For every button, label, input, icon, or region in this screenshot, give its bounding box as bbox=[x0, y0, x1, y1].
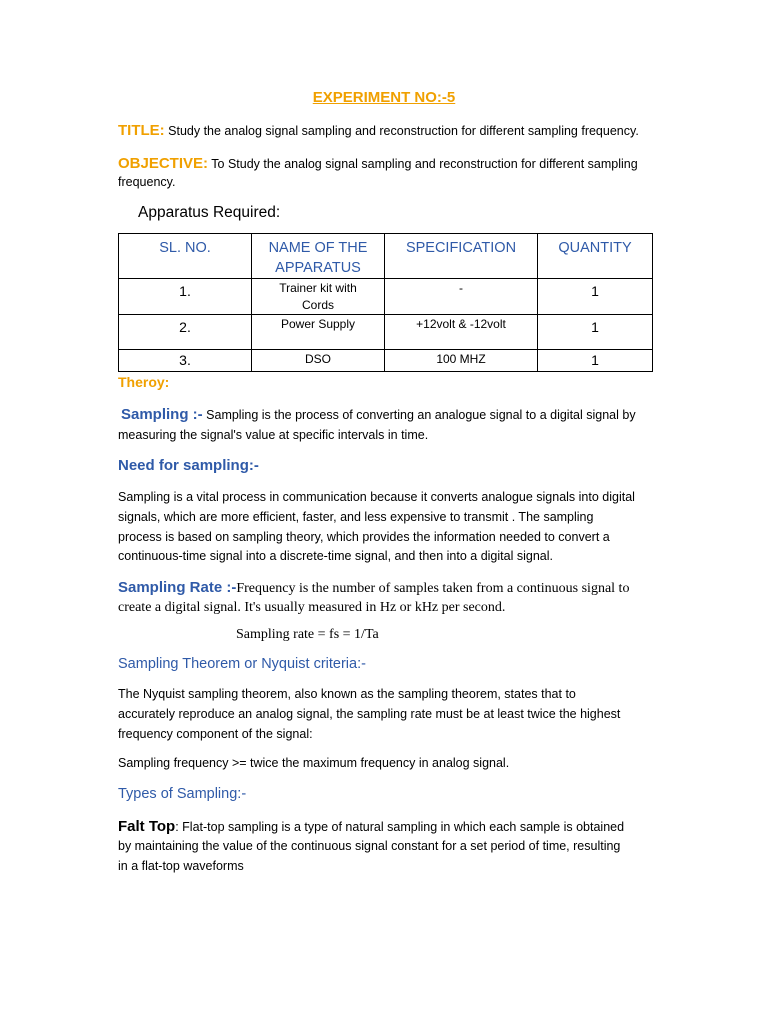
table-row bbox=[119, 350, 653, 372]
rate-line-2: create a digital signal. It's usually measured in Hz or kHz per second. bbox=[118, 600, 506, 615]
theorem-statement: Sampling frequency >= twice the maximum frequency in analog signal. bbox=[118, 756, 510, 770]
header-sl-no: SL. NO. bbox=[119, 234, 252, 279]
flat-top-line-1 bbox=[118, 818, 624, 835]
objective-line-1 bbox=[118, 155, 638, 172]
rate-line-1 bbox=[118, 579, 629, 597]
table-row bbox=[119, 315, 653, 350]
flat-top-line-2: by maintaining the value of the continuous signal constant for a set period of time, resulting bbox=[118, 839, 621, 853]
title-line bbox=[118, 122, 639, 139]
row-3-spec: 100 MHZ bbox=[385, 350, 538, 372]
experiment-title: EXPERIMENT NO:-5 bbox=[312, 89, 456, 106]
row-1-qty: 1 bbox=[538, 279, 653, 315]
row-1-sl: 1. bbox=[119, 279, 252, 315]
title-text: Study the analog signal sampling and reconstruction for different sampling frequency. bbox=[168, 124, 639, 138]
theory-label: Theroy: bbox=[118, 374, 170, 390]
objective-line-2: frequency. bbox=[118, 175, 176, 189]
header-name: NAME OF THE APPARATUS bbox=[252, 234, 385, 279]
row-2-qty: 1 bbox=[538, 315, 653, 350]
row-3-name: DSO bbox=[252, 350, 385, 372]
header-quantity: QUANTITY bbox=[538, 234, 653, 279]
title-label: TITLE: bbox=[118, 122, 165, 139]
row-3-sl: 3. bbox=[119, 350, 252, 372]
need-line-3: process is based on sampling theory, which provides the information needed to convert a bbox=[118, 530, 610, 544]
sampling-line-1 bbox=[121, 406, 636, 423]
types-heading: Types of Sampling:- bbox=[118, 786, 247, 802]
table-row bbox=[119, 279, 653, 315]
sampling-line-2: measuring the signal's value at specific intervals in time. bbox=[118, 428, 429, 442]
apparatus-table bbox=[118, 233, 653, 372]
theorem-line-3: frequency component of the signal: bbox=[118, 727, 313, 741]
header-specification: SPECIFICATION bbox=[385, 234, 538, 279]
flat-top-text-1: : Flat-top sampling is a type of natural sampling in which each sample is obtained bbox=[175, 820, 625, 834]
flat-top-label: Falt Top bbox=[118, 818, 176, 835]
sampling-label: Sampling :- bbox=[121, 406, 203, 423]
table-header-row bbox=[119, 234, 653, 279]
theorem-line-1: The Nyquist sampling theorem, also known as the sampling theorem, states that to bbox=[118, 687, 576, 701]
theorem-line-2: accurately reproduce an analog signal, the sampling rate must be at least twice the highest bbox=[118, 707, 621, 721]
objective-text-1: To Study the analog signal sampling and reconstruction for different sampling bbox=[211, 157, 638, 171]
need-line-1: Sampling is a vital process in communication because it converts analogue signals into digital bbox=[118, 490, 635, 504]
row-1-name: Trainer kit with Cords bbox=[252, 279, 385, 315]
flat-top-line-3: in a flat-top waveforms bbox=[118, 859, 244, 873]
rate-label: Sampling Rate :- bbox=[118, 579, 237, 596]
objective-label: OBJECTIVE: bbox=[118, 155, 209, 172]
theorem-heading: Sampling Theorem or Nyquist criteria:- bbox=[118, 656, 366, 672]
apparatus-heading: Apparatus Required: bbox=[138, 204, 281, 221]
need-heading: Need for sampling:- bbox=[118, 457, 259, 474]
row-2-sl: 2. bbox=[119, 315, 252, 350]
row-2-name: Power Supply bbox=[252, 315, 385, 350]
row-1-spec: - bbox=[385, 279, 538, 315]
rate-text-1: Frequency is the number of samples taken from a continuous signal to bbox=[236, 581, 630, 596]
sampling-text-1: Sampling is the process of converting an analogue signal to a digital signal by bbox=[206, 408, 636, 422]
need-line-4: continuous-time signal into a discrete-time signal, and then into a digital signal. bbox=[118, 549, 553, 563]
rate-formula: Sampling rate = fs = 1/Ta bbox=[236, 627, 379, 642]
row-3-qty: 1 bbox=[538, 350, 653, 372]
need-line-2: signals, which are more efficient, faster, and less expensive to transmit . The sampling bbox=[118, 510, 594, 524]
row-2-spec: +12volt & -12volt bbox=[385, 315, 538, 350]
